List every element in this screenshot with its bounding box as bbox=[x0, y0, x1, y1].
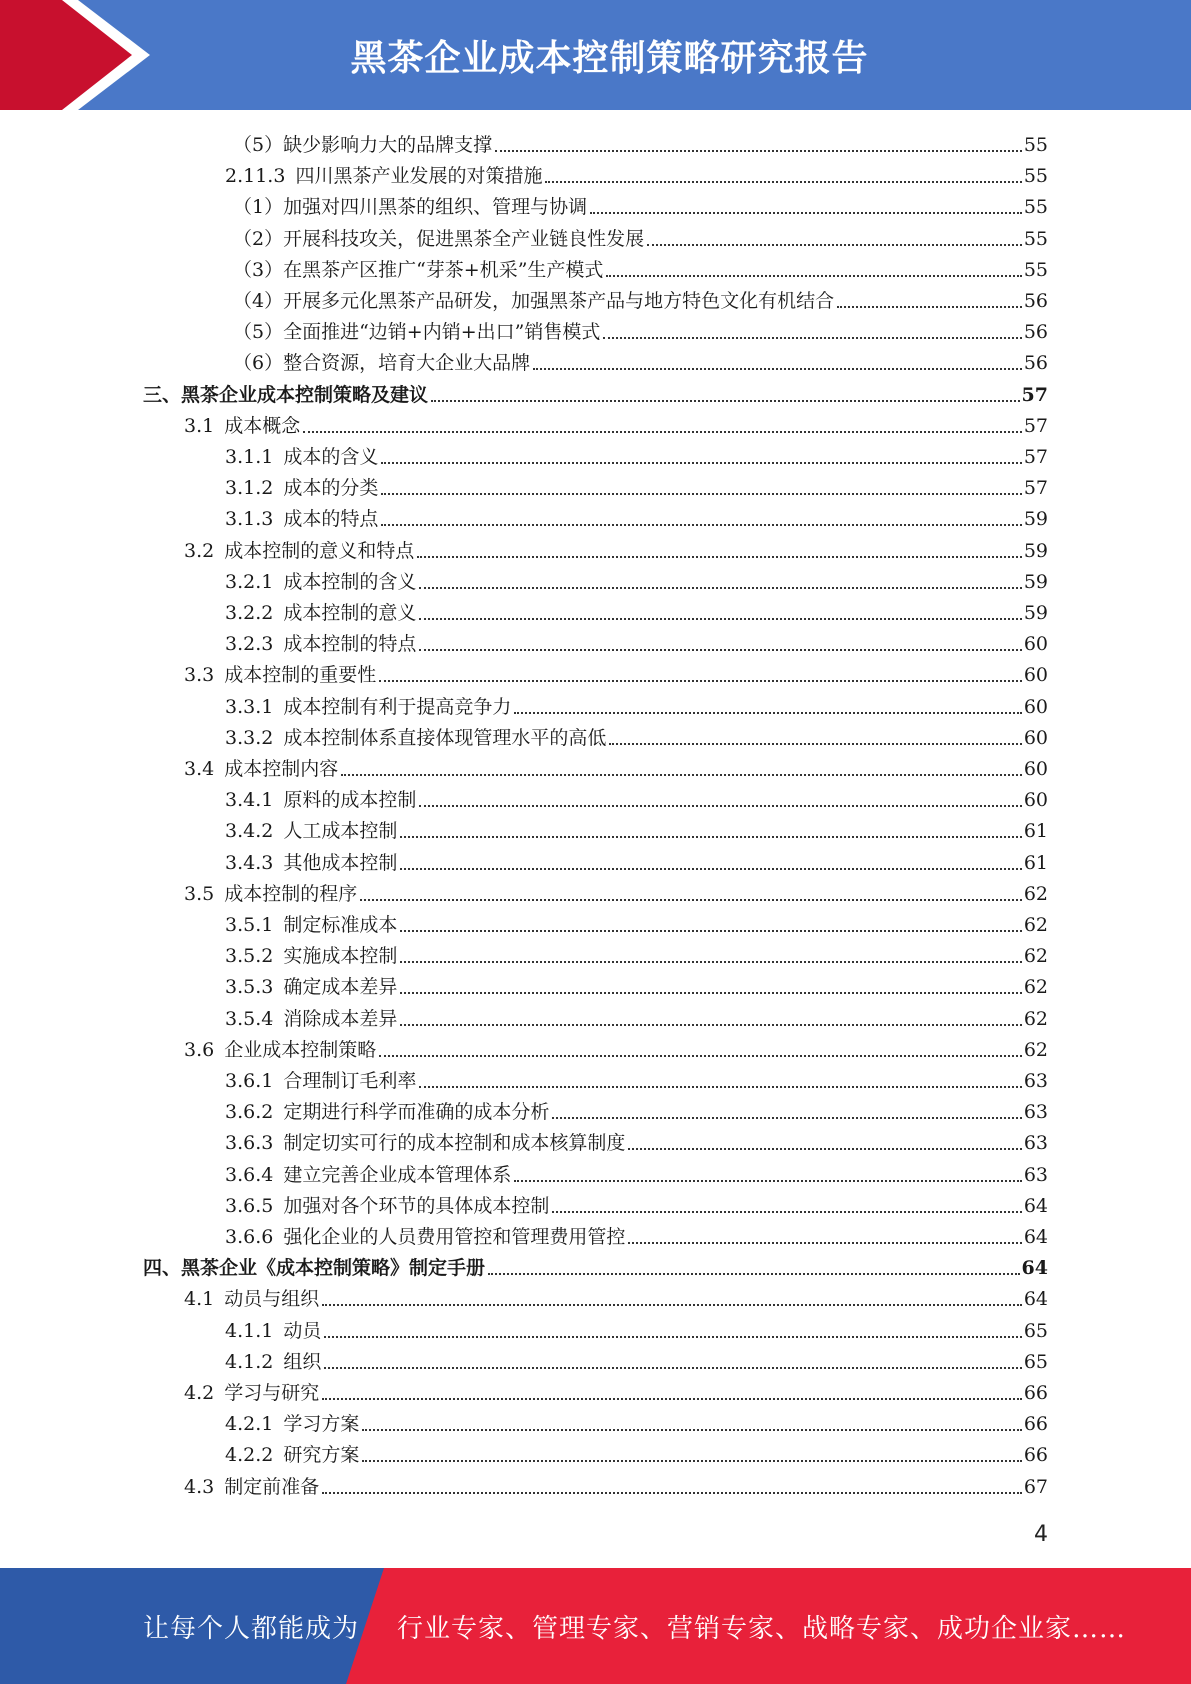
footer-slogan-right: 行业专家、管理专家、营销专家、战略专家、成功企业家…… bbox=[397, 1613, 1127, 1644]
toc-entry-title: 企业成本控制策略 bbox=[224, 1038, 377, 1061]
toc-entry[interactable] bbox=[233, 345, 1048, 376]
toc-dot-leader bbox=[381, 462, 1021, 464]
page-footer bbox=[0, 1568, 1191, 1684]
toc-entry-number: 3.2.1 bbox=[225, 570, 274, 593]
toc-entry-label bbox=[225, 631, 419, 657]
toc-entry[interactable] bbox=[225, 969, 1048, 1000]
toc-entry-label bbox=[225, 1006, 400, 1032]
toc-entry-label bbox=[233, 194, 590, 220]
toc-dot-leader bbox=[837, 306, 1022, 308]
toc-entry-number: 3.2 bbox=[184, 539, 215, 562]
toc-entry[interactable] bbox=[225, 158, 1048, 189]
toc-entry[interactable] bbox=[225, 1406, 1048, 1437]
toc-entry-number: 3.6 bbox=[184, 1038, 215, 1061]
toc-entry-page: 59 bbox=[1023, 539, 1048, 562]
toc-entry-page: 57 bbox=[1023, 414, 1048, 437]
toc-entry[interactable] bbox=[143, 1250, 1048, 1281]
toc-entry-title: 其他成本控制 bbox=[283, 851, 398, 874]
toc-dot-leader bbox=[322, 1398, 1022, 1400]
toc-entry-title: 人工成本控制 bbox=[283, 820, 398, 843]
toc-entry-title: 成本控制的意义 bbox=[283, 602, 417, 624]
toc-dot-leader bbox=[590, 212, 1022, 214]
toc-entry-number: 3.5 bbox=[184, 882, 215, 905]
toc-entry-label bbox=[184, 881, 360, 907]
toc-entry-page: 55 bbox=[1023, 258, 1048, 281]
toc-entry-page: 66 bbox=[1023, 1413, 1048, 1436]
toc-entry-page: 57 bbox=[1021, 383, 1048, 406]
toc-entry-number: 3.4 bbox=[184, 758, 215, 780]
toc-entry-label bbox=[225, 506, 381, 532]
toc-entry[interactable] bbox=[225, 938, 1048, 969]
toc-entry-label bbox=[225, 1442, 362, 1468]
toc-entry-title: 成本控制的意义和特点 bbox=[224, 539, 415, 562]
toc-dot-leader bbox=[400, 868, 1021, 870]
toc-entry-number: 4.1 bbox=[184, 1288, 215, 1311]
toc-entry-page: 60 bbox=[1023, 758, 1048, 780]
toc-entry-label bbox=[233, 288, 837, 314]
toc-entry-page: 64 bbox=[1023, 1288, 1048, 1311]
toc-entry-page: 66 bbox=[1023, 1382, 1048, 1404]
toc-dot-leader bbox=[552, 1117, 1021, 1119]
toc-dot-leader bbox=[400, 930, 1021, 932]
toc-entry-page: 62 bbox=[1023, 1038, 1048, 1061]
toc-entry-label bbox=[233, 350, 533, 376]
toc-entry-page: 55 bbox=[1023, 165, 1048, 188]
toc-entry-number: 2.11.3 bbox=[225, 165, 286, 188]
toc-entry[interactable] bbox=[184, 1032, 1048, 1063]
toc-entry-number: 3.2.3 bbox=[225, 633, 274, 656]
toc-entry[interactable] bbox=[225, 1157, 1048, 1188]
toc-entry[interactable] bbox=[184, 408, 1048, 439]
toc-entry-label bbox=[233, 319, 603, 345]
toc-entry[interactable] bbox=[225, 1063, 1048, 1094]
toc-entry-page: 62 bbox=[1023, 882, 1048, 905]
toc-entry-label bbox=[225, 1193, 552, 1219]
toc-entry[interactable] bbox=[225, 1001, 1048, 1032]
toc-entry-title: 成本控制的特点 bbox=[283, 633, 417, 656]
toc-entry-label bbox=[225, 163, 545, 189]
toc-entry-title: 三、黑茶企业成本控制策略及建议 bbox=[143, 383, 429, 406]
toc-entry[interactable] bbox=[225, 845, 1048, 876]
toc-entry-page: 59 bbox=[1023, 602, 1048, 624]
toc-dot-leader bbox=[381, 493, 1021, 495]
toc-entry[interactable] bbox=[225, 813, 1048, 844]
toc-entry-title: 成本的特点 bbox=[283, 508, 379, 531]
toc-entry[interactable] bbox=[225, 1437, 1048, 1468]
toc-entry[interactable] bbox=[225, 501, 1048, 532]
toc-entry[interactable] bbox=[225, 689, 1048, 720]
toc-entry-title: （4）开展多元化黑茶产品研发，加强黑茶产品与地方特色文化有机结合 bbox=[233, 290, 835, 312]
toc-entry-label bbox=[143, 1255, 488, 1281]
toc-entry-page: 59 bbox=[1023, 508, 1048, 531]
toc-entry[interactable] bbox=[225, 907, 1048, 938]
toc-entry-title: （2）开展科技攻关，促进黑茶全产业链良性发展 bbox=[233, 227, 645, 250]
toc-entry-label bbox=[225, 1411, 362, 1437]
toc-entry-label bbox=[184, 538, 417, 564]
toc-entry-title: 成本的含义 bbox=[283, 446, 379, 468]
toc-entry-number: 3.3 bbox=[184, 664, 215, 687]
toc-entry-title: 成本控制的含义 bbox=[283, 570, 417, 593]
toc-entry-page: 55 bbox=[1023, 227, 1048, 250]
toc-dot-leader bbox=[324, 1336, 1021, 1338]
toc-entry-page: 62 bbox=[1023, 976, 1048, 999]
toc-entry-title: （5）缺少影响力大的品牌支撑 bbox=[233, 134, 493, 156]
toc-entry-page: 55 bbox=[1023, 196, 1048, 219]
toc-entry-number: 3.6.1 bbox=[225, 1070, 274, 1092]
toc-entry-label bbox=[184, 1380, 322, 1406]
toc-entry-title: 研究方案 bbox=[283, 1444, 360, 1467]
toc-entry-number: 4.2.2 bbox=[225, 1444, 274, 1467]
toc-entry[interactable] bbox=[233, 221, 1048, 252]
toc-dot-leader bbox=[419, 618, 1021, 620]
toc-entry[interactable] bbox=[225, 1094, 1048, 1125]
toc-entry-label bbox=[225, 475, 381, 501]
toc-entry-page: 56 bbox=[1023, 352, 1048, 375]
toc-entry-number: 3.5.1 bbox=[225, 914, 274, 936]
toc-entry-number: 3.1.1 bbox=[225, 446, 274, 468]
toc-entry-title: 加强对各个环节的具体成本控制 bbox=[283, 1194, 550, 1217]
toc-entry-label bbox=[225, 569, 419, 595]
toc-dot-leader bbox=[400, 961, 1021, 963]
toc-dot-leader bbox=[400, 1024, 1021, 1026]
toc-entry-page: 67 bbox=[1023, 1475, 1048, 1498]
toc-entry[interactable] bbox=[184, 533, 1048, 564]
toc-entry-number: 3.4.3 bbox=[225, 851, 274, 874]
toc-dot-leader bbox=[514, 1180, 1021, 1182]
toc-entry-title: 组织 bbox=[283, 1350, 322, 1373]
toc-entry-label bbox=[225, 600, 419, 626]
toc-dot-leader bbox=[417, 556, 1022, 558]
toc-entry-page: 62 bbox=[1023, 1007, 1048, 1030]
toc-dot-leader bbox=[324, 1367, 1021, 1369]
toc-dot-leader bbox=[514, 712, 1021, 714]
toc-entry-label bbox=[225, 1349, 324, 1375]
toc-entry-label bbox=[225, 1130, 628, 1156]
toc-entry-title: 定期进行科学而准确的成本分析 bbox=[283, 1101, 550, 1124]
toc-entry-title: 动员 bbox=[283, 1319, 322, 1342]
toc-entry-page: 57 bbox=[1023, 446, 1048, 468]
toc-entry-label bbox=[184, 756, 341, 782]
toc-entry-page: 60 bbox=[1023, 633, 1048, 656]
toc-entry-label bbox=[184, 1286, 322, 1312]
toc-entry-number: 3.1.3 bbox=[225, 508, 274, 531]
toc-entry[interactable] bbox=[225, 626, 1048, 657]
toc-entry-page: 59 bbox=[1023, 570, 1048, 593]
toc-entry-number: 3.6.2 bbox=[225, 1101, 274, 1124]
toc-dot-leader bbox=[603, 337, 1021, 339]
toc-entry[interactable] bbox=[233, 189, 1048, 220]
toc-dot-leader bbox=[322, 1492, 1022, 1494]
toc-entry-number: 3.4.1 bbox=[225, 789, 274, 812]
page-number: 4 bbox=[1034, 1522, 1048, 1547]
toc-dot-leader bbox=[419, 649, 1021, 651]
toc-entry[interactable] bbox=[225, 1219, 1048, 1250]
toc-entry-title: 确定成本差异 bbox=[283, 976, 398, 999]
toc-entry-page: 63 bbox=[1023, 1163, 1048, 1186]
page-header bbox=[0, 0, 1191, 110]
toc-entry[interactable] bbox=[143, 377, 1048, 408]
toc-entry-title: （1）加强对四川黑茶的组织、管理与协调 bbox=[233, 196, 588, 219]
toc-entry[interactable] bbox=[225, 1313, 1048, 1344]
toc-entry-page: 62 bbox=[1023, 914, 1048, 936]
toc-entry-title: 建立完善企业成本管理体系 bbox=[283, 1163, 512, 1186]
toc-entry-page: 62 bbox=[1023, 945, 1048, 968]
toc-dot-leader bbox=[362, 1429, 1021, 1431]
toc-entry-label bbox=[233, 257, 606, 283]
toc-entry-page: 60 bbox=[1023, 664, 1048, 687]
toc-entry-label bbox=[225, 1224, 628, 1250]
toc-entry-title: 制定前准备 bbox=[224, 1475, 320, 1498]
toc-entry[interactable] bbox=[225, 1125, 1048, 1156]
toc-entry[interactable] bbox=[225, 720, 1048, 751]
toc-entry-title: 动员与组织 bbox=[224, 1288, 320, 1311]
toc-entry-number: 3.6.6 bbox=[225, 1226, 274, 1248]
toc-entry[interactable] bbox=[233, 314, 1048, 345]
toc-entry-label bbox=[225, 725, 609, 751]
toc-entry-label bbox=[143, 382, 431, 408]
toc-entry-number: 3.4.2 bbox=[225, 820, 274, 843]
toc-entry-label bbox=[225, 787, 419, 813]
toc-entry[interactable] bbox=[233, 252, 1048, 283]
toc-entry-title: 成本控制体系直接体现管理水平的高低 bbox=[283, 726, 607, 749]
toc-entry-number: 3.3.2 bbox=[225, 726, 274, 749]
toc-entry-page: 57 bbox=[1023, 477, 1048, 500]
toc-entry-label bbox=[225, 912, 400, 938]
toc-entry[interactable] bbox=[225, 470, 1048, 501]
toc-entry-number: 3.5.4 bbox=[225, 1007, 274, 1030]
toc-entry-label bbox=[225, 1099, 552, 1125]
toc-entry-title: 成本控制有利于提高竞争力 bbox=[283, 695, 512, 718]
toc-entry-title: 成本概念 bbox=[224, 414, 301, 437]
toc-entry[interactable] bbox=[184, 876, 1048, 907]
toc-entry[interactable] bbox=[225, 782, 1048, 813]
toc-entry-title: （5）全面推进“边销+内销+出口”销售模式 bbox=[233, 321, 601, 344]
toc-entry-number: 3.2.2 bbox=[225, 602, 274, 624]
toc-dot-leader bbox=[533, 368, 1022, 370]
toc-entry-number: 4.3 bbox=[184, 1475, 215, 1498]
toc-entry-title: 成本控制的程序 bbox=[224, 882, 358, 905]
toc-dot-leader bbox=[495, 150, 1022, 152]
toc-entry-label bbox=[225, 850, 400, 876]
toc-entry-number: 3.5.2 bbox=[225, 945, 274, 968]
toc-entry-label bbox=[225, 974, 400, 1000]
toc-dot-leader bbox=[341, 774, 1022, 776]
toc-dot-leader bbox=[609, 743, 1021, 745]
toc-dot-leader bbox=[322, 1304, 1022, 1306]
toc-entry-title: 实施成本控制 bbox=[283, 945, 398, 968]
toc-entry-label bbox=[225, 943, 400, 969]
toc-entry-page: 64 bbox=[1023, 1226, 1048, 1248]
toc-entry-title: 强化企业的人员费用管控和管理费用管控 bbox=[283, 1226, 626, 1248]
toc-dot-leader bbox=[431, 400, 1020, 402]
toc-entry-title: 四川黑茶产业发展的对策措施 bbox=[295, 165, 543, 188]
toc-entry-label bbox=[225, 1318, 324, 1344]
toc-entry-title: 成本控制内容 bbox=[224, 758, 339, 780]
toc-entry-title: 制定标准成本 bbox=[283, 914, 398, 936]
toc-entry-number: 3.5.3 bbox=[225, 976, 274, 999]
toc-entry-page: 61 bbox=[1023, 820, 1048, 843]
toc-entry-page: 63 bbox=[1023, 1101, 1048, 1124]
toc-entry-number: 3.1 bbox=[184, 414, 215, 437]
toc-entry-number: 3.6.4 bbox=[225, 1163, 274, 1186]
toc-entry[interactable] bbox=[225, 439, 1048, 470]
toc-entry-page: 66 bbox=[1023, 1444, 1048, 1467]
toc-entry-page: 55 bbox=[1023, 134, 1048, 156]
toc-entry-number: 3.1.2 bbox=[225, 477, 274, 500]
toc-entry-title: （6）整合资源，培育大企业大品牌 bbox=[233, 352, 531, 375]
toc-entry-label bbox=[225, 694, 514, 720]
toc-entry[interactable] bbox=[225, 564, 1048, 595]
toc-entry-page: 63 bbox=[1023, 1132, 1048, 1155]
toc-dot-leader bbox=[419, 805, 1021, 807]
toc-entry[interactable] bbox=[233, 127, 1048, 158]
toc-entry-page: 60 bbox=[1023, 726, 1048, 749]
toc-dot-leader bbox=[628, 1148, 1021, 1150]
toc-entry[interactable] bbox=[184, 657, 1048, 688]
toc-entry-page: 65 bbox=[1023, 1350, 1048, 1373]
toc-dot-leader bbox=[628, 1242, 1021, 1244]
toc-entry-page: 56 bbox=[1023, 290, 1048, 312]
toc-entry[interactable] bbox=[184, 1469, 1048, 1500]
toc-entry-title: （3）在黑茶产区推广“芽茶+机采”生产模式 bbox=[233, 258, 604, 281]
toc-entry-title: 消除成本差异 bbox=[283, 1007, 398, 1030]
toc-entry-title: 原料的成本控制 bbox=[283, 789, 417, 812]
toc-dot-leader bbox=[379, 680, 1022, 682]
toc-entry[interactable] bbox=[233, 283, 1048, 314]
toc-dot-leader bbox=[381, 524, 1021, 526]
toc-entry-number: 4.2.1 bbox=[225, 1413, 274, 1436]
toc-entry-label bbox=[184, 1474, 322, 1500]
toc-entry-title: 成本控制的重要性 bbox=[224, 664, 377, 687]
toc-entry[interactable] bbox=[184, 1375, 1048, 1406]
toc-entry-title: 制定切实可行的成本控制和成本核算制度 bbox=[283, 1132, 626, 1155]
toc-entry-page: 56 bbox=[1023, 321, 1048, 344]
toc-dot-leader bbox=[647, 244, 1022, 246]
footer-slogan-left: 让每个人都能成为 bbox=[143, 1613, 360, 1644]
toc-entry-number: 4.1.2 bbox=[225, 1350, 274, 1373]
toc-entry-page: 63 bbox=[1023, 1070, 1048, 1092]
toc-entry[interactable] bbox=[225, 1344, 1048, 1375]
toc-entry-label bbox=[184, 662, 379, 688]
toc-entry[interactable] bbox=[225, 595, 1048, 626]
toc-dot-leader bbox=[362, 1460, 1021, 1462]
toc-entry-title: 四、黑茶企业《成本控制策略》制定手册 bbox=[143, 1257, 486, 1280]
toc-entry-title: 合理制订毛利率 bbox=[283, 1070, 417, 1092]
toc-entry-page: 60 bbox=[1023, 789, 1048, 812]
toc-dot-leader bbox=[379, 1055, 1022, 1057]
toc-entry[interactable] bbox=[225, 1188, 1048, 1219]
toc-dot-leader bbox=[488, 1273, 1020, 1275]
toc-entry-title: 学习与研究 bbox=[224, 1382, 320, 1404]
toc-entry-number: 3.6.3 bbox=[225, 1132, 274, 1155]
toc-entry[interactable] bbox=[184, 751, 1048, 782]
toc-dot-leader bbox=[545, 181, 1021, 183]
toc-entry-label bbox=[233, 132, 495, 158]
toc-entry-label bbox=[225, 818, 400, 844]
toc-dot-leader bbox=[400, 836, 1021, 838]
toc-entry-number: 4.2 bbox=[184, 1382, 215, 1404]
toc-dot-leader bbox=[400, 992, 1021, 994]
toc-dot-leader bbox=[419, 1086, 1021, 1088]
toc-entry-label bbox=[225, 1162, 514, 1188]
toc-entry-page: 60 bbox=[1023, 695, 1048, 718]
toc-entry-page: 64 bbox=[1021, 1257, 1048, 1280]
toc-dot-leader bbox=[419, 587, 1021, 589]
toc-entry[interactable] bbox=[184, 1281, 1048, 1312]
report-title: 黑茶企业成本控制策略研究报告 bbox=[350, 37, 869, 79]
toc-entry-label bbox=[233, 226, 647, 252]
toc-dot-leader bbox=[606, 275, 1021, 277]
toc-dot-leader bbox=[552, 1211, 1021, 1213]
toc-entry-title: 成本的分类 bbox=[283, 477, 379, 500]
toc-entry-label bbox=[184, 1037, 379, 1063]
toc-entry-number: 3.3.1 bbox=[225, 695, 274, 718]
toc-entry-page: 64 bbox=[1023, 1194, 1048, 1217]
toc-entry-number: 3.6.5 bbox=[225, 1194, 274, 1217]
toc-entry-title: 学习方案 bbox=[283, 1413, 360, 1436]
toc-dot-leader bbox=[303, 431, 1022, 433]
toc-entry-label bbox=[225, 444, 381, 470]
toc-dot-leader bbox=[360, 899, 1022, 901]
toc-entry-label bbox=[184, 413, 303, 439]
toc-entry-page: 65 bbox=[1023, 1319, 1048, 1342]
toc-entry-label bbox=[225, 1068, 419, 1094]
toc-entry-number: 4.1.1 bbox=[225, 1319, 274, 1342]
toc-entry-page: 61 bbox=[1023, 851, 1048, 874]
